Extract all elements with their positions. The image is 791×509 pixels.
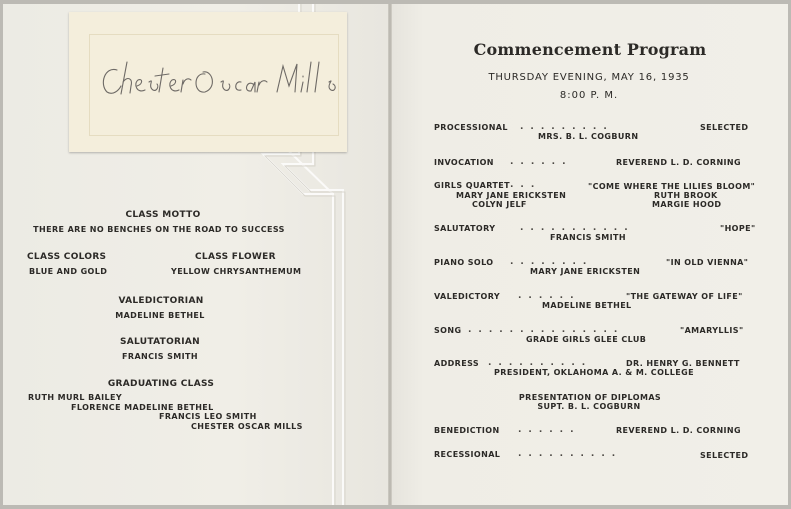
valedictorian-heading: VALEDICTORIAN — [118, 296, 204, 306]
item-value: SELECTED — [700, 451, 749, 460]
item-performer: FRANCIS SMITH — [550, 233, 626, 242]
leader-dots: ........ — [510, 257, 594, 267]
item-label: SALUTATORY — [434, 224, 496, 233]
item-label: ADDRESS — [434, 359, 480, 368]
quartet-member: RUTH BROOK — [654, 191, 718, 200]
item-label: RECESSIONAL — [434, 450, 501, 459]
item-value: "COME WHERE THE LILIES BLOOM" — [588, 182, 756, 191]
quartet-member: COLYN JELF — [472, 200, 527, 209]
item-label: PROCESSIONAL — [434, 123, 508, 132]
motto-text: THERE ARE NO BENCHES ON THE ROAD TO SUCCESS — [33, 225, 285, 234]
program-title: Commencement Program — [473, 40, 707, 59]
leader-dots: .......... — [488, 358, 593, 368]
flower-text: YELLOW CHRYSANTHEMUM — [171, 267, 302, 276]
signature-image — [97, 56, 337, 100]
item-value: "HOPE" — [720, 224, 756, 233]
item-label: INVOCATION — [434, 158, 494, 167]
leader-dots: ........... — [520, 223, 635, 233]
item-label: GIRLS QUARTET — [434, 181, 510, 190]
quartet-member: MARY JANE ERICKSTEN — [456, 191, 567, 200]
item-value: DR. HENRY G. BENNETT — [626, 359, 740, 368]
item-label: VALEDICTORY — [434, 292, 501, 301]
event-time: 8:00 P. M. — [559, 90, 619, 101]
item-value: "AMARYLLIS" — [680, 326, 744, 335]
signature-card — [69, 12, 347, 152]
item-value: "THE GATEWAY OF LIFE" — [626, 292, 743, 301]
colors-text: BLUE AND GOLD — [29, 267, 108, 276]
item-performer: PRESIDENT, OKLAHOMA A. & M. COLLEGE — [494, 368, 694, 377]
item-performer: SUPT. B. L. COGBURN — [537, 402, 641, 411]
leader-dots: .......... — [518, 449, 623, 459]
left-page — [3, 4, 388, 505]
valedictorian-name: MADELINE BETHEL — [115, 311, 205, 320]
graduate-name: CHESTER OSCAR MILLS — [191, 422, 303, 431]
item-label: PIANO SOLO — [434, 258, 494, 267]
leader-dots: ...... — [518, 425, 581, 435]
graduating-class-heading: GRADUATING CLASS — [107, 379, 215, 389]
item-performer: MARY JANE ERICKSTEN — [530, 267, 641, 276]
item-performer: GRADE GIRLS GLEE CLUB — [526, 335, 647, 344]
motto-heading: CLASS MOTTO — [125, 210, 201, 220]
salutatorian-heading: SALUTATORIAN — [119, 337, 201, 347]
graduate-name: RUTH MURL BAILEY — [28, 393, 123, 402]
item-value: REVEREND L. D. CORNING — [616, 426, 741, 435]
leader-dots: ............... — [468, 325, 625, 335]
right-page — [392, 4, 788, 505]
graduate-name: FRANCIS LEO SMITH — [159, 412, 257, 421]
leader-dots: ... — [510, 180, 542, 190]
salutatorian-name: FRANCIS SMITH — [122, 352, 198, 361]
item-performer: MADELINE BETHEL — [542, 301, 632, 310]
quartet-member: MARGIE HOOD — [652, 200, 722, 209]
leader-dots: ...... — [518, 291, 581, 301]
graduate-name: FLORENCE MADELINE BETHEL — [71, 403, 214, 412]
flower-heading: CLASS FLOWER — [195, 252, 276, 262]
item-label: BENEDICTION — [434, 426, 500, 435]
leader-dots: ...... — [510, 157, 573, 167]
item-label: SONG — [434, 326, 462, 335]
item-value: REVEREND L. D. CORNING — [616, 158, 741, 167]
item-performer: MRS. B. L. COGBURN — [538, 132, 639, 141]
item-value: "IN OLD VIENNA" — [666, 258, 749, 267]
event-date: THURSDAY EVENING, MAY 16, 1935 — [488, 72, 690, 83]
item-value: SELECTED — [700, 123, 749, 132]
colors-heading: CLASS COLORS — [27, 252, 107, 262]
diplomas-heading: PRESENTATION OF DIPLOMAS — [518, 393, 662, 402]
leader-dots: ......... — [520, 122, 614, 132]
